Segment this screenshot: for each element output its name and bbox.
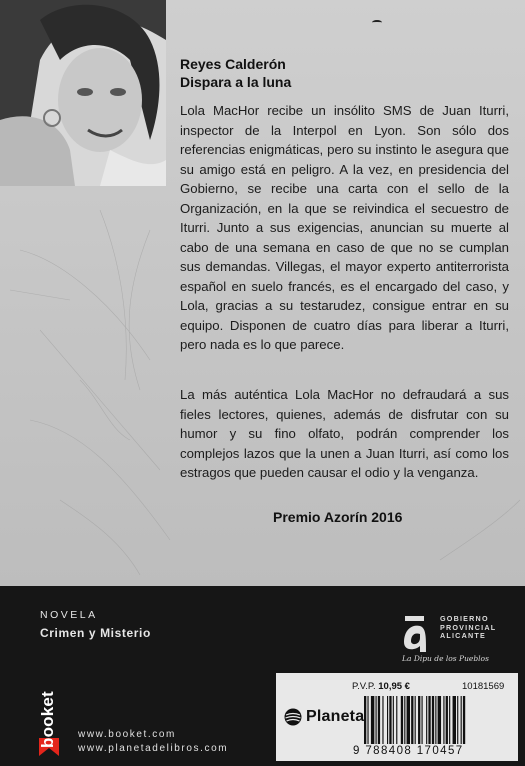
sponsor-tagline: La Dipu de los Pueblos (402, 654, 489, 663)
sponsor-name (440, 615, 496, 641)
barcode-bar (435, 696, 436, 744)
barcode-bar (422, 696, 423, 744)
barcode-bar (415, 696, 416, 744)
publisher-logo (284, 708, 364, 726)
price-label: P.V.P. (352, 681, 376, 692)
book-title: Dispara a la luna (180, 74, 292, 90)
barcode-bar (432, 696, 434, 744)
barcode-bar (371, 696, 374, 744)
barcode-bar (438, 696, 441, 744)
synopsis-paragraph-1: Lola MacHor recibe un insólito SMS de Juan Iturri, inspector de la Interpol en Lyon. Son sólo dos referencias enigmáticas, pero su instinto le asegura que su amigo está en peligro. A la vez, en presidencia del Gobierno, se recibe una carta con el sello de la Organización, en la que se reivindica el secuestro de Iturri. Junto a sus exigencias, anuncian su muerte al cabo de una semana en caso de que no se cumplan sus demandas. Villegas, el mayor experto antiterrorista español en suelo francés, es el encargado del caso, y Lola, gracias a su testarudez, consigue entrar en su equipo. Disponen de cuatro días para liberar a Iturri, pero nada es lo que parece. (180, 103, 509, 352)
price-value: 10,95 € (378, 681, 410, 692)
barcode-bar (449, 696, 450, 744)
decorative-tick (372, 20, 382, 25)
booket-logo-text: booket (38, 691, 57, 748)
barcode-bar (387, 696, 388, 744)
website-planetadelibros: www.planetadelibros.com (78, 743, 229, 754)
planeta-globe-icon (284, 708, 302, 726)
synopsis-paragraph-2: La más auténtica Lola MacHor no defraudará a sus fieles lectores, quienes, además de disfrutar con su humor y su fino olfato, podrán comprender los complejos lazos que la unen a Juan Iturri, así como los estragos que pueden causar el odio y la venganza. (180, 387, 509, 480)
website-booket: www.booket.com (78, 729, 176, 740)
barcode-bar (407, 696, 410, 744)
barcode-bar (426, 696, 427, 744)
price (352, 681, 410, 692)
author-photo (0, 0, 166, 186)
sponsor-line-2: PROVINCIAL (440, 622, 497, 632)
sponsor-line-1: GOBIERNO (440, 614, 489, 623)
barcode-bar (446, 696, 448, 744)
publisher-name: Planeta (306, 708, 365, 725)
barcode-bar (396, 696, 397, 744)
author-portrait-illustration (0, 0, 166, 186)
barcode-bar (418, 696, 420, 744)
sponsor-line-3: ALICANTE (440, 631, 486, 640)
barcode-bar (461, 696, 462, 744)
isbn-number: 9 788408 170457 (353, 745, 464, 757)
sponsor-logo (400, 612, 515, 662)
barcode (362, 696, 512, 746)
barcode-bar (457, 696, 458, 744)
genre-label: NOVELA (40, 609, 98, 621)
barcode-bar (367, 696, 368, 744)
barcode-bar (376, 696, 377, 744)
barcode-bar (428, 696, 430, 744)
barcode-bar (404, 696, 405, 744)
diputacion-a-icon (400, 612, 430, 654)
barcode-bar (389, 696, 391, 744)
barcode-bar (443, 696, 444, 744)
barcode-bar (382, 696, 383, 744)
collection-label: Crimen y Misterio (40, 626, 151, 640)
barcode-bar (453, 696, 456, 744)
barcode-bar (393, 696, 394, 744)
barcode-bar (364, 696, 366, 744)
author-name: Reyes Calderón (180, 56, 286, 72)
award-line: Premio Azorín 2016 (273, 509, 403, 525)
barcode-bar (463, 696, 465, 744)
barcode-bar (411, 696, 413, 744)
barcode-bar (401, 696, 403, 744)
barcode-bar (378, 696, 380, 744)
product-code: 10181569 (462, 681, 505, 692)
